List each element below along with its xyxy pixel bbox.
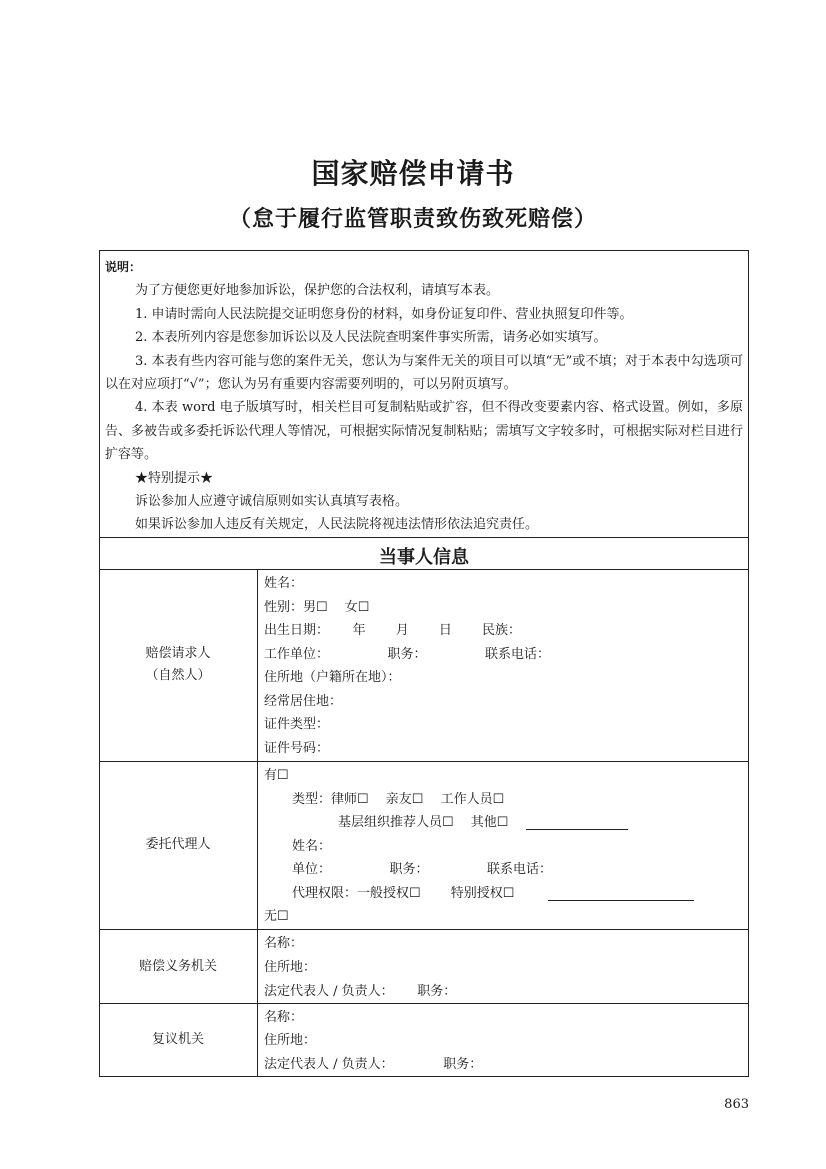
agent-none-checkbox[interactable]: 无☐ [264,909,289,924]
claimant-gender-field[interactable]: 性别：男☐ 女☐ [264,600,370,615]
instructions-intro: 为了方便您更好地参加诉讼，保护您的合法权利，请填写本表。 [135,283,500,299]
document-title: 国家赔偿申请书 [311,157,515,190]
agent-has-checkbox[interactable]: 有☐ [264,768,289,783]
review-address-field[interactable]: 住所地： [264,1033,317,1048]
review-name-field[interactable]: 名称： [264,1010,304,1025]
section-title-divider [99,569,749,570]
obligor-name-field[interactable]: 名称： [264,936,304,951]
section-divider [99,537,749,538]
obligor-divider [99,1003,749,1004]
obligor-address-field[interactable]: 住所地： [264,960,317,975]
instructions-item-2: 2. 本表所列内容是您参加诉讼以及人民法院查明案件事实所需，请务必如实填写。 [135,330,607,346]
agent-type-options-2[interactable]: 基层组织推荐人员☐ 其他☐ [338,815,509,830]
claimant-birth-field[interactable]: 出生日期： 年 月 日 民族： [264,623,522,638]
instructions-heading: 说明： [105,260,142,274]
claimant-id-type-field[interactable]: 证件类型： [264,717,330,732]
instructions-item-3: 3. 本表有些内容可能与您的案件无关，您认为与案件无关的项目可以填“无”或不填；对于本表中勾选项可以在对应项打“√”；您认为另有重要内容需要列明的，可以另附页填写。 [105,353,743,393]
agent-authority-options[interactable]: 代理权限：一般授权☐ 特别授权☐ [292,886,515,901]
agent-type-options[interactable]: 类型：律师☐ 亲友☐ 工作人员☐ [292,792,505,807]
review-label: 复议机关 [151,1032,204,1047]
claimant-divider [99,761,749,762]
authority-blank[interactable] [548,900,694,901]
other-type-blank[interactable] [526,829,628,830]
claimant-label [99,643,257,687]
special-notice-heading: ★特别提示★ [135,470,214,486]
claimant-name-field[interactable]: 姓名： [264,576,304,591]
review-rep-field[interactable]: 法定代表人 / 负责人： 职务： [264,1057,483,1072]
page-number: 863 [724,1097,749,1112]
agent-unit-field[interactable]: 单位： 职务： 联系电话： [292,862,553,877]
claimant-residence-field[interactable]: 经常居住地： [264,694,343,709]
claimant-label-line-2: （自然人） [145,668,211,683]
instructions-item-1: 1. 申请时需向人民法院提交证明您身份的材料，如身份证复印件、营业执照复印件等。 [135,306,633,322]
instructions-item-4: 4. 本表 word 电子版填写时，相关栏目可复制粘贴或扩容，但不得改变要素内容、格式设置。例如，多原告、多被告或多委托诉讼代理人等情况，可根据实际情况复制粘贴；需填写文字较多时，可根据实际对栏目进行扩容等。 [105,400,743,463]
agent-divider [99,929,749,930]
instructions-block [105,256,743,537]
claimant-id-number-field[interactable]: 证件号码： [264,741,330,756]
obligor-rep-field[interactable]: 法定代表人 / 负责人： 职务： [264,984,457,999]
claimant-domicile-field[interactable]: 住所地（户籍所在地）： [264,670,401,685]
special-notice-2: 如果诉讼参加人违反有关规定，人民法院将视违法情形依法追究责任。 [135,517,539,533]
agent-label: 委托代理人 [145,837,211,852]
claimant-work-field[interactable]: 工作单位： 职务： 联系电话： [264,647,551,662]
obligor-label: 赔偿义务机关 [138,959,217,974]
document-subtitle: （怠于履行监管职责致伤致死赔偿） [228,207,597,232]
special-notice-1: 诉讼参加人应遵守诚信原则如实认真填写表格。 [135,494,409,510]
claimant-label-line-1: 赔偿请求人 [145,646,211,661]
column-divider [257,569,258,1077]
party-info-title: 当事人信息 [379,547,469,568]
agent-name-field[interactable]: 姓名： [292,839,332,854]
